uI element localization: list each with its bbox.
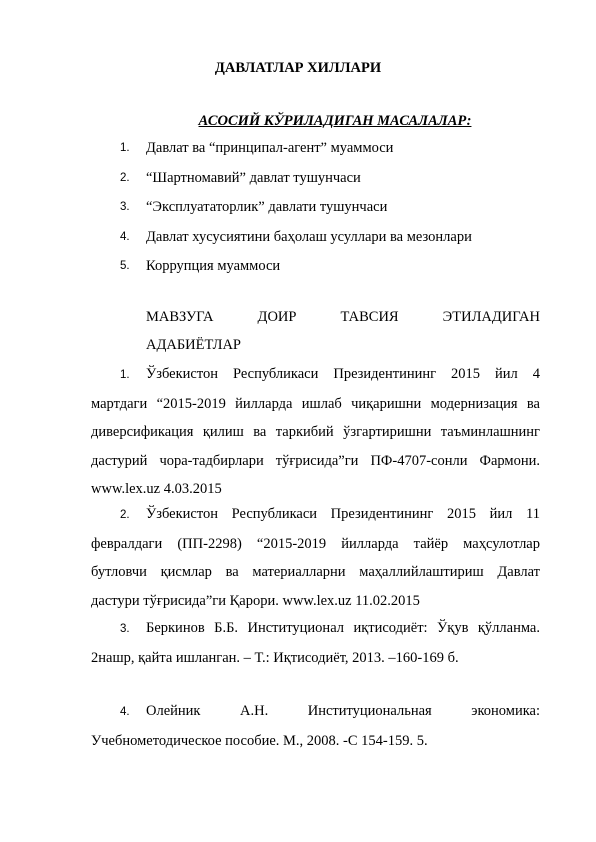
reference-text: Ўзбекистон Республикаси Президентининг 2015 йил 4 мартдаги “2015-2019 йилларда ишлаб чиқаришни модернизация ва диверсификация қилиш ва таркибий ўзгартиришни таъминлашнинг дастурий чора-тадбирлари тўғрисида”ги ПФ-4707-сонли Фармони. www.lex.uz 4.03.2015 <box>91 366 540 497</box>
list-item <box>0 135 596 165</box>
list-item-number: 5. <box>120 260 130 272</box>
references-heading: МАВЗУГА ДОИР ТАВСИЯ ЭТИЛАДИГАН <box>146 309 540 325</box>
list-item-number: 1. <box>120 142 130 154</box>
list-item <box>0 224 596 254</box>
reference-item <box>91 614 540 672</box>
list-item-text: Коррупция муаммоси <box>146 258 281 274</box>
list-item <box>0 194 596 224</box>
reference-item <box>91 360 540 504</box>
reference-number: 1. <box>120 369 130 381</box>
list-item-text: Давлат хусусиятини баҳолаш усуллари ва мезонлари <box>146 228 472 245</box>
list-item-text: “Эксплуататорлик” давлати тушунчаси <box>146 199 388 215</box>
reference-number: 4. <box>120 706 130 718</box>
references-heading-continued: АДАБИЁТЛАР <box>146 337 241 353</box>
reference-text: Олейник А.Н. Институциональная экономика: Учебнометодическое пособие. М., 2008. -С 154-159. 5. <box>91 703 540 749</box>
questions-list <box>0 135 596 283</box>
list-item-number: 2. <box>120 171 130 184</box>
document-title: ДАВЛАТЛАР ХИЛЛАРИ <box>214 60 382 76</box>
reference-number: 3. <box>120 623 130 635</box>
reference-text: Ўзбекистон Республикаси Президентининг 2015 йил 11 февралдаги (ПП-2298) “2015-2019 йилларда тайёр маҳсулотлар бутловчи қисмлар ва материалларни маҳаллийлаштириш Давлат дастури тўғрисида”ги Қарори. www.lex.uz 11.02.2015 <box>91 506 540 609</box>
list-item-text: Давлат ва “принципал-агент” муаммоси <box>146 140 394 156</box>
list-item <box>0 253 596 283</box>
list-item-text: “Шартномавий” давлат тушунчаси <box>146 169 361 186</box>
reference-number: 2. <box>120 509 130 521</box>
reference-item <box>91 500 540 615</box>
list-item <box>0 165 596 195</box>
reference-item <box>91 697 540 755</box>
document-subtitle: АСОСИЙ КЎРИЛАДИГАН МАСАЛАЛАР: <box>198 113 472 129</box>
reference-text: Беркинов Б.Б. Институционал иқтисодиёт: Ўқув қўлланма. 2нашр, қайта ишланган. – Т.: Иқтисодиёт, 2013. –160-169 б. <box>91 620 540 666</box>
list-item-number: 3. <box>120 201 130 213</box>
list-item-number: 4. <box>120 230 130 243</box>
